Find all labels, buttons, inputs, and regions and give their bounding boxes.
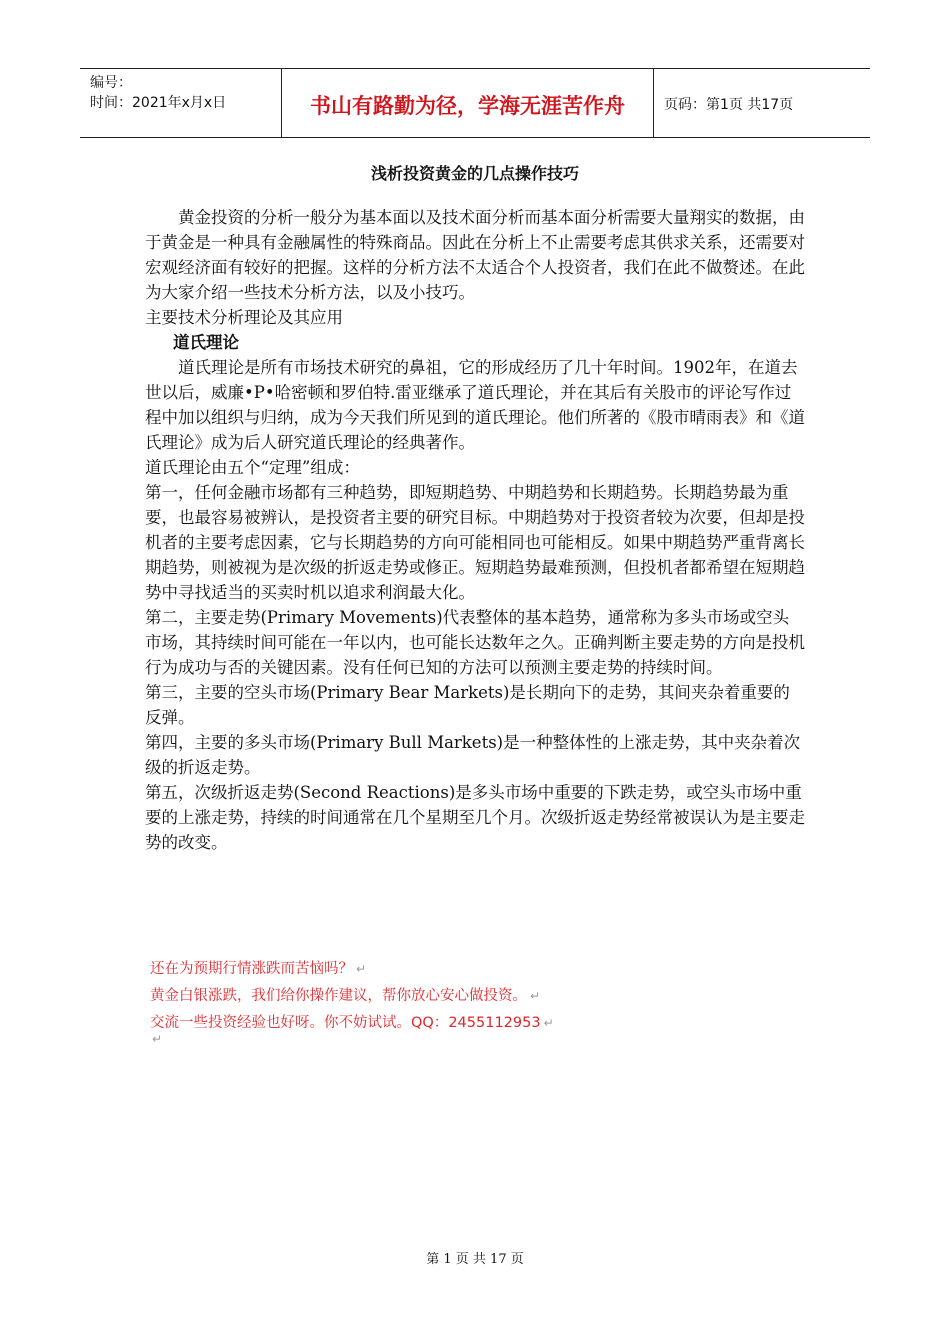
paragraph-theorem-2: 第二，主要走势(Primary Movements)代表整体的基本趋势，通常称为多头市场或空头市场，其持续时间可能在一年以内，也可能长达数年之久。正确判断主要走势的方向是投机行为成功与否的关键因素。没有任何已知的方法可以预测主要走势的持续时间。 <box>145 608 805 677</box>
paragraph-intro: 黄金投资的分析一般分为基本面以及技术面分析而基本面分析需要大量翔实的数据，由于黄金是一种具有金融属性的特殊商品。因此在分析上不止需要考虑其供求关系，还需要对宏观经济面有较好的把握。这样的分析方法不太适合个人投资者，我们在此不做赘述。在此为大家介绍一些技术分析方法，以及小技巧。 <box>145 208 805 302</box>
time-label: 时间：2021年x月x日 <box>90 95 227 111</box>
paragraph-mark-icon: ↵ <box>152 1032 163 1046</box>
promo-block <box>150 956 650 1037</box>
paragraph-mark-icon: ↵ <box>530 989 541 1003</box>
paragraph-mark-icon: ↵ <box>543 1016 554 1030</box>
promo-line-2-text: 黄金白银涨跌，我们给你操作建议，帮你放心安心做投资。 <box>150 988 527 1004</box>
paragraph-theorem-3: 第三，主要的空头市场(Primary Bear Markets)是长期向下的走势，其间夹杂着重要的反弹。 <box>145 683 790 727</box>
paragraph-mark-icon: ↵ <box>356 962 367 976</box>
subheading-dow-theory: 道氏理论 <box>173 333 239 352</box>
promo-line-1 <box>150 956 650 983</box>
paragraph-dow-history: 道氏理论是所有市场技术研究的鼻祖，它的形成经历了几十年时间。1902年，在道去世以后，威廉•P•哈密顿和罗伯特.雷亚继承了道氏理论，并在其后有关股市的评论写作过程中加以组织与归纳，成为今天我们所见到的道氏理论。他们所著的《股市晴雨表》和《道氏理论》成为后人研究道氏理论的经典著作。 <box>145 358 805 452</box>
document-title: 浅析投资黄金的几点操作技巧 <box>370 164 579 183</box>
paragraph-theorem-4: 第四，主要的多头市场(Primary Bull Markets)是一种整体性的上涨走势，其中夹杂着次级的折返走势。 <box>145 733 801 777</box>
paragraph-section-heading: 主要技术分析理论及其应用 <box>145 308 343 327</box>
header-table <box>80 68 870 138</box>
paragraph-five-theorems: 道氏理论由五个“定理”组成： <box>145 458 360 477</box>
header-page-label: 页码：第1页 共17页 <box>664 97 794 113</box>
promo-line-3 <box>150 1010 650 1037</box>
paragraph-theorem-1: 第一，任何金融市场都有三种趋势，即短期趋势、中期趋势和长期趋势。长期趋势最为重要，也最容易被辨认，是投资者主要的研究目标。中期趋势对于投资者较为次要，但却是投机者的主要考虑因素，它与长期趋势的方向可能相同也可能相反。如果中期趋势严重背离长期趋势，则被视为是次级的折返走势或修正。短期趋势最难预测，但投机者都希望在短期趋势中寻找适当的买卖时机以追求利润最大化。 <box>145 483 805 602</box>
paragraph-theorem-5: 第五，次级折返走势(Second Reactions)是多头市场中重要的下跌走势，或空头市场中重要的上涨走势，持续的时间通常在几个星期至几个月。次级折返走势经常被误认为是主要走势的改变。 <box>145 783 805 852</box>
promo-line-1-text: 还在为预期行情涨跌而苦恼吗？ <box>150 961 353 977</box>
page-footer: 第 1 页 共 17 页 <box>426 1252 524 1267</box>
header-meta-cell <box>80 69 282 137</box>
number-label: 编号： <box>90 75 132 91</box>
promo-line-3-text: 交流一些投资经验也好呀。你不妨试试。QQ：2455112953 <box>150 1015 541 1031</box>
document-body <box>145 205 805 855</box>
promo-line-2 <box>150 983 650 1010</box>
header-motto: 书山有路勤为径，学海无涯苦作舟 <box>282 69 654 137</box>
